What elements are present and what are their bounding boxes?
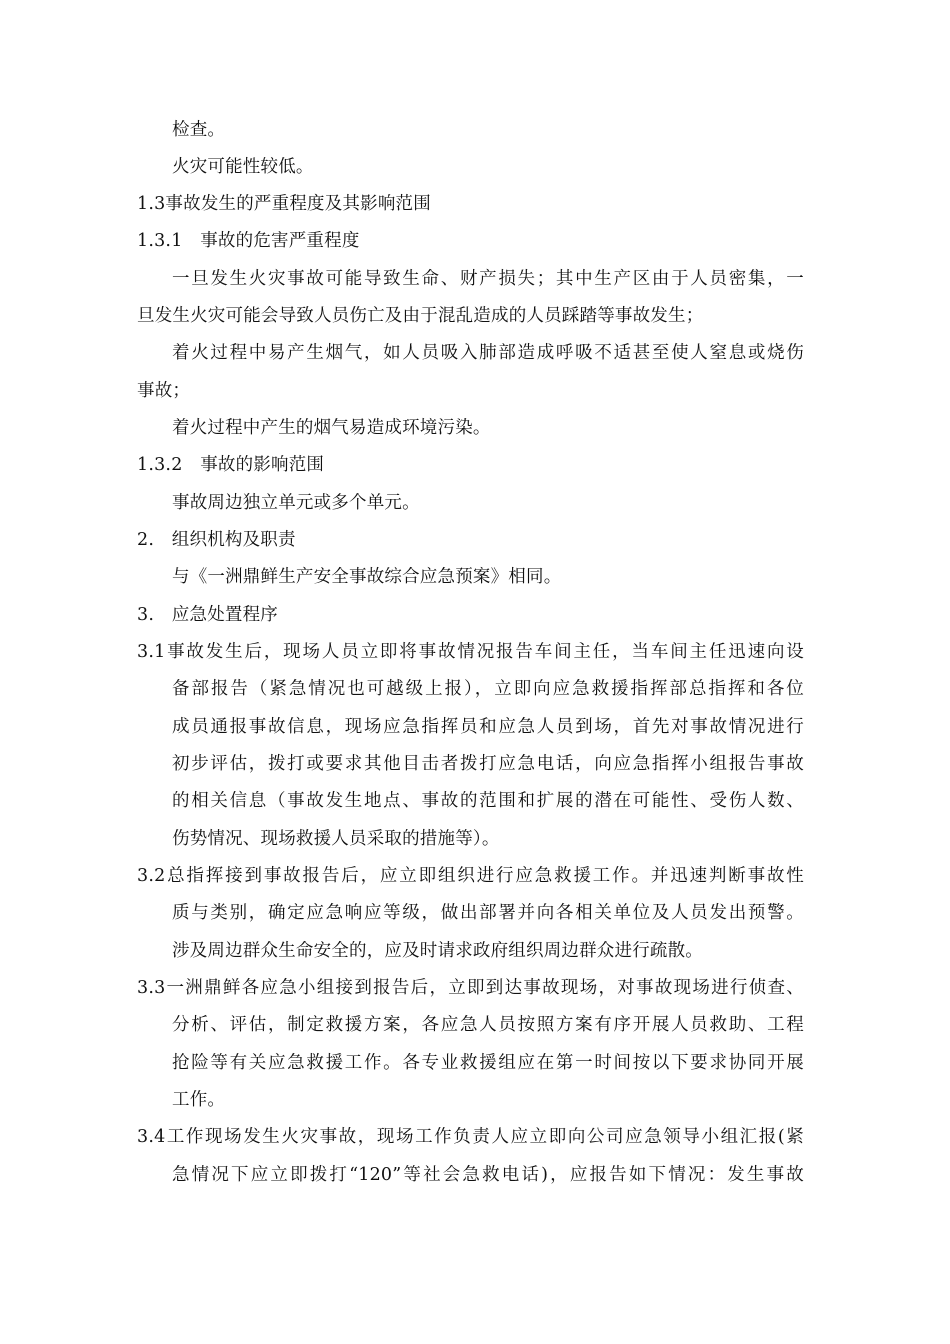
subsection-heading: 1.3.2 事故的影响范围 (137, 455, 325, 475)
text-line: 3.2总指挥接到事故报告后，应立即组织进行应急救援工作。并迅速判断事故性 (137, 866, 804, 886)
text-line: 工作。 (172, 1090, 226, 1110)
text-line: 着火过程中产生的烟气易造成环境污染。 (172, 418, 491, 438)
text-line: 事故； (137, 381, 191, 401)
subsection-heading: 1.3.1 事故的危害严重程度 (137, 231, 360, 251)
text-line: 3.3一洲鼎鲜各应急小组接到报告后，立即到达事故现场，对事故现场进行侦查、 (137, 978, 804, 998)
text-line: 伤势情况、现场救援人员采取的措施等）。 (172, 829, 500, 849)
text-line: 着火过程中易产生烟气，如人员吸入肺部造成呼吸不适甚至使人窒息或烧伤 (172, 343, 804, 363)
text-line: 急情况下应立即拨打“120”等社会急救电话)，应报告如下情况：发生事故 (172, 1165, 804, 1185)
text-line: 检查。 (172, 120, 226, 140)
section-heading: 3. 应急处置程序 (137, 605, 278, 625)
text-line: 抢险等有关应急救援工作。各专业救援组应在第一时间按以下要求协同开展 (172, 1053, 804, 1073)
text-line: 3.1事故发生后，现场人员立即将事故情况报告车间主任，当车间主任迅速向设 (137, 642, 804, 662)
text-line: 质与类别，确定应急响应等级，做出部署并向各相关单位及人员发出预警。 (172, 903, 804, 923)
text-line: 与《一洲鼎鲜生产安全事故综合应急预案》相同。 (172, 567, 562, 587)
text-line: 涉及周边群众生命安全的，应及时请求政府组织周边群众进行疏散。 (172, 941, 703, 961)
text-line: 的相关信息（事故发生地点、事故的范围和扩展的潜在可能性、受伤人数、 (172, 791, 804, 811)
text-line: 火灾可能性较低。 (172, 157, 314, 177)
text-line: 备部报告（紧急情况也可越级上报），立即向应急救援指挥部总指挥和各位 (172, 679, 804, 699)
text-line: 一旦发生火灾事故可能导致生命、财产损失；其中生产区由于人员密集，一 (172, 269, 804, 289)
section-heading: 1.3事故发生的严重程度及其影响范围 (137, 194, 431, 214)
section-heading: 2. 组织机构及职责 (137, 530, 296, 550)
text-line: 初步评估，拨打或要求其他目击者拨打应急电话，向应急指挥小组报告事故 (172, 754, 804, 774)
text-line: 成员通报事故信息，现场应急指挥员和应急人员到场，首先对事故情况进行 (172, 717, 804, 737)
text-line: 分析、评估，制定救援方案，各应急人员按照方案有序开展人员救助、工程 (172, 1015, 804, 1035)
text-line: 旦发生火灾可能会导致人员伤亡及由于混乱造成的人员踩踏等事故发生； (137, 306, 704, 326)
text-line: 3.4工作现场发生火灾事故，现场工作负责人应立即向公司应急领导小组汇报(紧 (137, 1127, 804, 1147)
text-line: 事故周边独立单元或多个单元。 (172, 493, 420, 513)
